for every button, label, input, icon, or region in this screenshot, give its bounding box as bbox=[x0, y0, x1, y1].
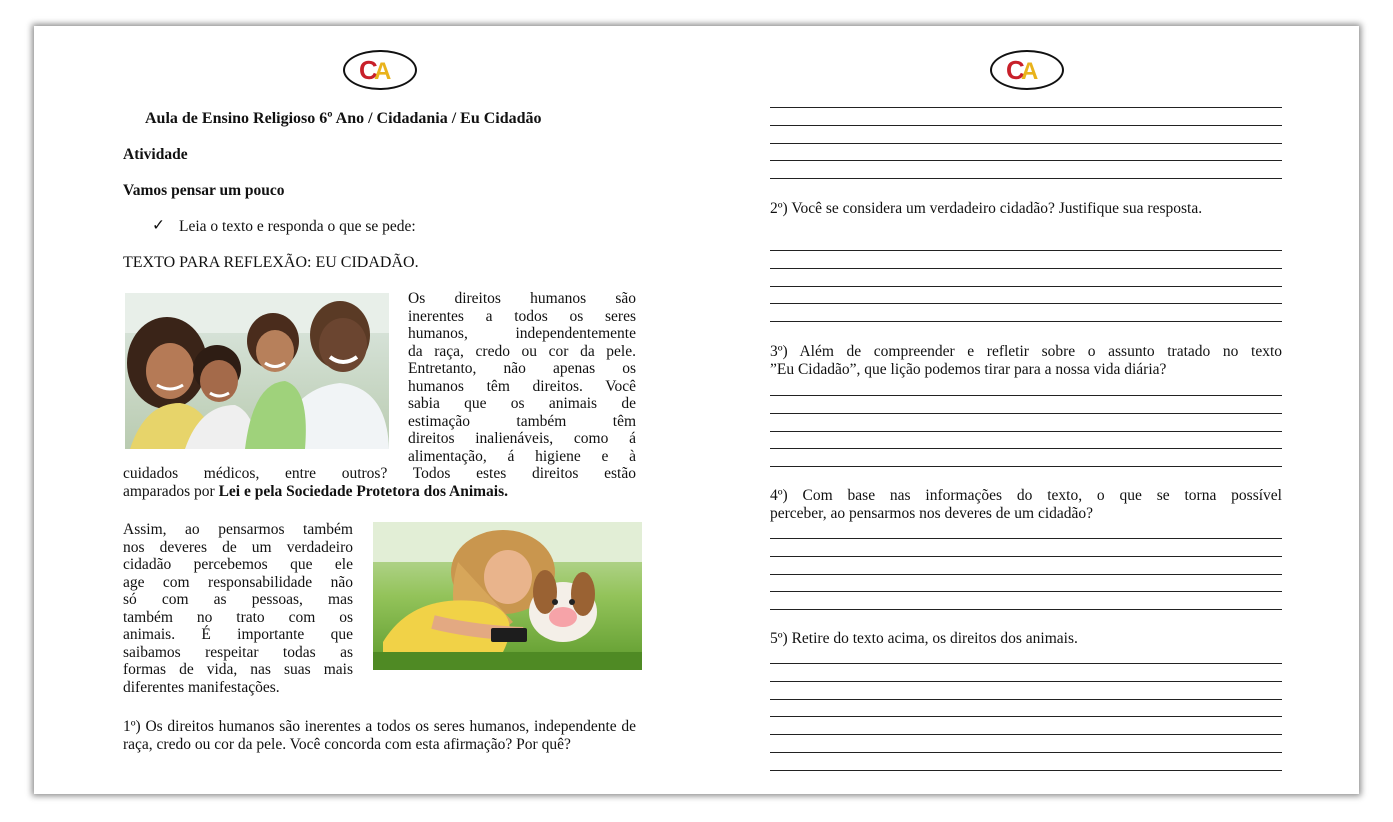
answer-line[interactable] bbox=[770, 591, 1282, 592]
logo-letter-c: C bbox=[1006, 55, 1025, 85]
answer-line[interactable] bbox=[770, 716, 1282, 717]
answer-line[interactable] bbox=[770, 734, 1282, 735]
para1-line: inerentes a todos os seres bbox=[408, 307, 636, 325]
logo-letter-c: C bbox=[359, 55, 378, 85]
answer-line[interactable] bbox=[770, 431, 1282, 432]
school-logo bbox=[990, 50, 1064, 90]
answer-line[interactable] bbox=[770, 178, 1282, 179]
document-sheet bbox=[34, 26, 1359, 794]
para1-line: humanos, independentemente bbox=[408, 325, 636, 342]
answer-line[interactable] bbox=[770, 143, 1282, 144]
para2-line: também no trato com os bbox=[123, 608, 353, 626]
para1-line: estimação também têm bbox=[408, 412, 636, 430]
question-1: 1º) Os direitos humanos são inerentes a todos os seres humanos, independente de raça, credo ou cor da pele. Você concorda com esta afirmação? Por quê? bbox=[123, 718, 636, 753]
answer-lines-q5 bbox=[770, 663, 1282, 788]
answer-lines-q3 bbox=[770, 395, 1282, 484]
answer-line[interactable] bbox=[770, 250, 1282, 251]
answer-line[interactable] bbox=[770, 609, 1282, 610]
family-photo bbox=[125, 293, 389, 449]
answer-line[interactable] bbox=[770, 286, 1282, 287]
answer-line[interactable] bbox=[770, 752, 1282, 753]
prompt-heading: Vamos pensar um pouco bbox=[123, 182, 285, 199]
answer-line[interactable] bbox=[770, 466, 1282, 467]
answer-line[interactable] bbox=[770, 125, 1282, 126]
para1-line: da raça, credo ou cor da pele. bbox=[408, 342, 636, 360]
left-page bbox=[34, 26, 694, 794]
question-5: 5º) Retire do texto acima, os direitos dos animais. bbox=[770, 630, 1078, 647]
answer-line[interactable] bbox=[770, 699, 1282, 700]
para1-line: alimentação, á higiene e à bbox=[408, 447, 636, 465]
para1-line: cuidados médicos, entre outros? Todos estes direitos estão bbox=[123, 465, 636, 482]
question-4-line-2: perceber, ao pensarmos nos deveres de um cidadão? bbox=[770, 504, 1094, 522]
para1-line: sabia que os animais de bbox=[408, 395, 636, 412]
instruction-text: Leia o texto e responda o que se pede: bbox=[179, 218, 416, 235]
answer-line[interactable] bbox=[770, 574, 1282, 575]
answer-line[interactable] bbox=[770, 538, 1282, 539]
para1-line: humanos têm direitos. Você bbox=[408, 377, 636, 395]
answer-line[interactable] bbox=[770, 556, 1282, 557]
answer-line[interactable] bbox=[770, 395, 1282, 396]
para1-line: direitos inalienáveis, como á bbox=[408, 430, 636, 447]
answer-line[interactable] bbox=[770, 663, 1282, 664]
answer-line[interactable] bbox=[770, 160, 1282, 161]
para2-line: cidadão percebemos que ele bbox=[123, 556, 353, 573]
school-logo bbox=[343, 50, 417, 90]
para1-last-bold: Lei e pela Sociedade Protetora dos Animais. bbox=[218, 482, 509, 500]
answer-line[interactable] bbox=[770, 413, 1282, 414]
logo-letter-a: A bbox=[1021, 58, 1039, 85]
para1-last-line bbox=[123, 483, 636, 501]
girl-dog-photo bbox=[373, 522, 642, 670]
para2-line: só com as pessoas, mas bbox=[123, 591, 353, 608]
reflection-heading: TEXTO PARA REFLEXÃO: EU CIDADÃO. bbox=[123, 254, 419, 271]
answer-lines-q1 bbox=[770, 107, 1282, 196]
para2-line: formas de vida, nas suas mais bbox=[123, 661, 353, 678]
answer-lines-q4 bbox=[770, 538, 1282, 627]
lesson-title: Aula de Ensino Religioso 6º Ano / Cidadania / Eu Cidadão bbox=[145, 110, 542, 127]
para1-last-prefix: amparados por bbox=[123, 482, 219, 500]
question-3-line-1: 3º) Além de compreender e refletir sobre o assunto tratado no texto bbox=[770, 343, 1282, 360]
answer-line[interactable] bbox=[770, 448, 1282, 449]
para2-line: animais. É importante que bbox=[123, 626, 353, 643]
logo-letter-a: A bbox=[374, 58, 392, 85]
para2-line: nos deveres de um verdadeiro bbox=[123, 538, 353, 556]
answer-line[interactable] bbox=[770, 681, 1282, 682]
para2-line: Assim, ao pensarmos também bbox=[123, 521, 353, 538]
question-3-line-2: ”Eu Cidadão”, que lição podemos tirar para a nossa vida diária? bbox=[770, 360, 1167, 378]
answer-lines-q2 bbox=[770, 250, 1282, 339]
question-4-line-1: 4º) Com base nas informações do texto, o que se torna possível bbox=[770, 487, 1282, 504]
answer-line[interactable] bbox=[770, 770, 1282, 771]
answer-line[interactable] bbox=[770, 321, 1282, 322]
para2-line: saibamos respeitar todas as bbox=[123, 643, 353, 661]
check-icon: ✓ bbox=[152, 217, 165, 234]
para2-line: age com responsabilidade não bbox=[123, 573, 353, 591]
para2-line: diferentes manifestações. bbox=[123, 678, 280, 696]
answer-line[interactable] bbox=[770, 303, 1282, 304]
para1-line: Os direitos humanos são bbox=[408, 290, 636, 307]
para1-line: Entretanto, não apenas os bbox=[408, 360, 636, 377]
answer-line[interactable] bbox=[770, 268, 1282, 269]
answer-line[interactable] bbox=[770, 107, 1282, 108]
activity-label: Atividade bbox=[123, 146, 188, 163]
question-2: 2º) Você se considera um verdadeiro cidadão? Justifique sua resposta. bbox=[770, 200, 1203, 217]
